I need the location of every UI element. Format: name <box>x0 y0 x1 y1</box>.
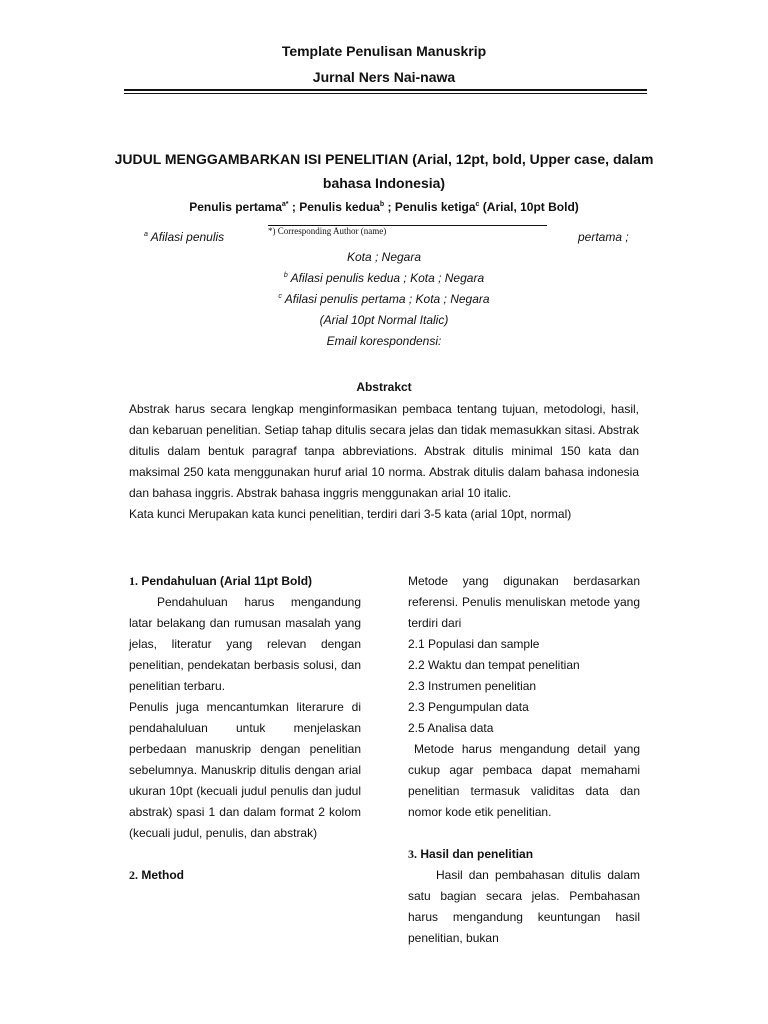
affiliation-b <box>0 268 768 289</box>
abstract-heading: Abstrakct <box>356 380 412 394</box>
affiliation-b-sup: b <box>283 272 288 279</box>
footnote-marker: *) <box>268 226 276 236</box>
section-2-number: 2. <box>129 868 138 882</box>
footnote-text: Corresponding Author (name) <box>275 226 387 236</box>
affiliation-a-left <box>144 228 224 246</box>
affiliation-a-text: Afilasi penulis <box>147 230 225 244</box>
header-rule-thin <box>124 93 647 94</box>
affiliation-block <box>0 247 768 352</box>
affiliation-a-right: pertama ; <box>578 230 629 244</box>
author-separator: ; <box>288 200 300 214</box>
section-2-heading <box>129 865 361 886</box>
author-first: Penulis pertama <box>189 200 282 214</box>
section-1-title: Pendahuluan (Arial 11pt Bold) <box>138 574 313 588</box>
author-third-sup: c <box>475 201 480 208</box>
results-paragraph: Hasil dan pembahasan ditulis dalam satu bagian secara jelas. Pembahasan harus mengandung keuntungan hasil penelitian, bukan <box>408 868 640 945</box>
abstract-text: Abstrak harus secara lengkap menginformasikan pembaca tentang tujuan, metodologi, hasil, dan kebaruan penelitian. Setiap tahap ditulis secara jelas dan tidak memasukkan sitasi. Abstrak ditulis dalam bentuk paragraf tanpa abbreviations. Abstrak ditulis minimal 150 kata dan maksimal 250 kata menggunakan huruf arial 10 norma. Abstrak ditulis dalam bahasa indonesia dan bahasa inggris. Abstrak bahasa inggris menggunakan arial 10 italic. <box>129 402 639 500</box>
method-paragraph: Metode harus mengandung detail yang cukup agar pembaca dapat memahami penelitian termasuk validitas data dan nomor kode etik penelitian. <box>408 742 640 819</box>
section-2-title: Method <box>138 868 184 882</box>
affiliation-c <box>0 289 768 310</box>
author-first-sup: a* <box>281 201 289 208</box>
affiliation-b-text: Afilasi penulis kedua ; Kota ; Negara <box>287 271 485 285</box>
author-line <box>0 198 768 216</box>
email-label: Email korespondensi: <box>326 334 442 348</box>
section-3-number: 3. <box>408 847 417 861</box>
paper-title: JUDUL MENGGAMBARKAN ISI PENELITIAN (Arial, 12pt, bold, Upper case, dalam bahasa Indonesia) <box>114 151 654 191</box>
method-item: 2.1 Populasi dan sample <box>408 637 540 651</box>
affiliation-c-sup: c <box>278 293 282 300</box>
author-second-sup: b <box>379 201 385 208</box>
method-item: 2.5 Analisa data <box>408 721 494 735</box>
header-title: Template Penulisan Manuskrip <box>281 43 487 59</box>
author-third: Penulis ketiga <box>394 200 476 214</box>
affiliation-a-continued: Kota ; Negara <box>346 250 422 264</box>
author-format-note: (Arial, 10pt Bold) <box>479 200 579 214</box>
method-item: 2.3 Pengumpulan data <box>408 700 529 714</box>
section-1-number: 1. <box>129 574 138 588</box>
section-3-heading <box>408 844 640 865</box>
spacer <box>129 844 361 865</box>
keywords-line: Kata kunci Merupakan kata kunci penelitian, terdiri dari 3-5 kata (arial 10pt, normal) <box>129 507 572 521</box>
section-1-heading <box>129 571 361 592</box>
section-3-title: Hasil dan penelitian <box>417 847 534 861</box>
affiliation-a-sup: a <box>144 231 148 238</box>
affiliation-c-text: Afilasi penulis pertama ; Kota ; Negara <box>281 292 490 306</box>
abstract-section <box>129 399 639 525</box>
journal-name: Jurnal Ners Nai-nawa <box>312 69 456 85</box>
intro-paragraph-2: Penulis juga mencantumkan literarure di pendahaluluan untuk menjelaskan perbedaan manuskrip dengan penelitian sebelumnya. Manuskrip ditulis dengan arial ukuran 10pt (kecuali judul penulis dan judul abstrak) spasi 1 dan dalam format 2 kolom (kecuali judul, penulis, dan abstrak) <box>129 700 361 840</box>
right-column <box>408 571 640 949</box>
method-item: 2.3 Instrumen penelitian <box>408 679 537 693</box>
left-column <box>129 571 361 886</box>
method-intro: Metode yang digunakan berdasarkan referensi. Penulis menuliskan metode yang terdiri dari <box>408 574 640 630</box>
spacer <box>408 823 640 844</box>
corresponding-author-footnote <box>268 226 386 237</box>
document-header <box>0 40 768 88</box>
intro-paragraph-1: Pendahuluan harus mengandung latar belakang dan rumusan masalah yang jelas, literatur yang relevan dengan penelitian, pendekatan berbasis solusi, dan penelitian terbaru. <box>129 595 361 693</box>
author-separator: ; <box>384 200 395 214</box>
affiliation-format-note: (Arial 10pt Normal Italic) <box>319 313 449 327</box>
header-rule <box>124 89 647 91</box>
author-second: Penulis kedua <box>299 200 380 214</box>
method-item: 2.2 Waktu dan tempat penelitian <box>408 658 580 672</box>
